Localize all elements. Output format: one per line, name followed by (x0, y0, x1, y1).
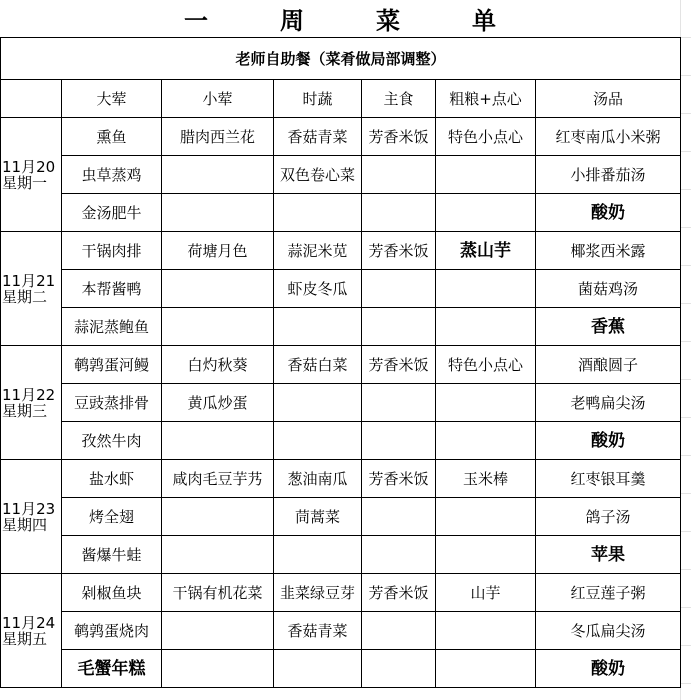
day-date: 11月23 (2, 499, 56, 518)
menu-cell: 香菇青菜 (274, 118, 362, 156)
header-cell: 汤品 (536, 80, 681, 118)
menu-cell: 菌菇鸡汤 (536, 270, 681, 308)
page-title (0, 0, 680, 37)
table-row (1, 118, 681, 156)
menu-cell: 小排番茄汤 (536, 156, 681, 194)
table-row (1, 460, 681, 498)
menu-cell: 山芋 (436, 574, 536, 612)
menu-cell (436, 384, 536, 422)
menu-cell (162, 308, 274, 346)
menu-cell (436, 612, 536, 650)
menu-cell: 咸肉毛豆芋艿 (162, 460, 274, 498)
menu-cell (274, 194, 362, 232)
title-char: 菜 (376, 6, 400, 35)
header-cell: 大荤 (62, 80, 162, 118)
table-row (1, 308, 681, 346)
table-row (1, 650, 681, 688)
table-subtitle: 老师自助餐（菜肴做局部调整） (1, 38, 681, 80)
menu-cell: 芳香米饭 (362, 460, 436, 498)
menu-cell: 熏鱼 (62, 118, 162, 156)
menu-cell (274, 536, 362, 574)
menu-cell (162, 498, 274, 536)
menu-cell: 金汤肥牛 (62, 194, 162, 232)
weekly-menu-table (0, 37, 681, 688)
menu-cell: 玉米棒 (436, 460, 536, 498)
menu-cell (162, 612, 274, 650)
menu-cell (162, 650, 274, 688)
table-row (1, 346, 681, 384)
menu-cell: 孜然牛肉 (62, 422, 162, 460)
table-row (1, 422, 681, 460)
menu-cell: 酸奶 (536, 650, 681, 688)
menu-cell (162, 194, 274, 232)
menu-cell: 蒸山芋 (436, 232, 536, 270)
day-date: 11月22 (2, 385, 56, 404)
table-row (1, 574, 681, 612)
menu-cell (436, 194, 536, 232)
day-label-cell (1, 346, 62, 460)
menu-cell (362, 498, 436, 536)
menu-cell: 毛蟹年糕 (62, 650, 162, 688)
menu-cell (362, 422, 436, 460)
menu-cell (436, 308, 536, 346)
menu-cell: 香蕉 (536, 308, 681, 346)
table-row (1, 232, 681, 270)
menu-cell (436, 422, 536, 460)
menu-cell (162, 536, 274, 574)
menu-cell: 椰浆西米露 (536, 232, 681, 270)
title-char: 周 (280, 6, 304, 35)
header-cell: 粗粮+点心 (436, 80, 536, 118)
header-cell: 小荤 (162, 80, 274, 118)
menu-cell (274, 422, 362, 460)
menu-cell: 苹果 (536, 536, 681, 574)
day-label-cell (1, 574, 62, 688)
menu-cell: 腊肉西兰花 (162, 118, 274, 156)
menu-cell: 豆豉蒸排骨 (62, 384, 162, 422)
menu-cell (362, 536, 436, 574)
menu-cell: 酸奶 (536, 194, 681, 232)
menu-cell: 酱爆牛蛙 (62, 536, 162, 574)
menu-cell: 葱油南瓜 (274, 460, 362, 498)
menu-cell: 干锅有机花菜 (162, 574, 274, 612)
menu-cell: 香菇白菜 (274, 346, 362, 384)
menu-cell: 酒酿圆子 (536, 346, 681, 384)
day-weekday: 星期五 (2, 629, 48, 648)
menu-cell: 芳香米饭 (362, 118, 436, 156)
day-weekday: 星期四 (2, 515, 48, 534)
header-cell: 主食 (362, 80, 436, 118)
spreadsheet-gridlines (680, 0, 691, 700)
day-date: 11月20 (2, 157, 56, 176)
menu-cell (436, 156, 536, 194)
title-char: 一 (184, 6, 208, 35)
menu-cell (274, 308, 362, 346)
menu-cell: 酸奶 (536, 422, 681, 460)
menu-cell: 鹌鹑蛋烧肉 (62, 612, 162, 650)
table-row (1, 156, 681, 194)
title-char: 单 (472, 6, 496, 35)
table-row (1, 194, 681, 232)
menu-cell: 双色卷心菜 (274, 156, 362, 194)
menu-cell: 红枣南瓜小米粥 (536, 118, 681, 156)
menu-cell: 老鸭扁尖汤 (536, 384, 681, 422)
menu-cell: 干锅肉排 (62, 232, 162, 270)
menu-cell: 盐水虾 (62, 460, 162, 498)
menu-cell: 鸽子汤 (536, 498, 681, 536)
menu-cell: 红豆莲子粥 (536, 574, 681, 612)
table-row (1, 612, 681, 650)
menu-cell: 韭菜绿豆芽 (274, 574, 362, 612)
table-row (1, 384, 681, 422)
header-cell: 时蔬 (274, 80, 362, 118)
menu-cell: 虫草蒸鸡 (62, 156, 162, 194)
day-date: 11月21 (2, 271, 56, 290)
menu-cell (362, 194, 436, 232)
menu-cell: 茼蒿菜 (274, 498, 362, 536)
menu-cell: 黄瓜炒蛋 (162, 384, 274, 422)
menu-cell: 本帮酱鸭 (62, 270, 162, 308)
menu-cell (162, 156, 274, 194)
menu-cell: 香菇青菜 (274, 612, 362, 650)
table-row (1, 536, 681, 574)
menu-cell (436, 536, 536, 574)
menu-cell: 红枣银耳羹 (536, 460, 681, 498)
menu-cell: 芳香米饭 (362, 346, 436, 384)
menu-cell (362, 384, 436, 422)
header-row (1, 80, 681, 118)
menu-cell: 剁椒鱼块 (62, 574, 162, 612)
menu-cell: 冬瓜扁尖汤 (536, 612, 681, 650)
menu-cell (436, 650, 536, 688)
menu-cell: 虾皮冬瓜 (274, 270, 362, 308)
day-weekday: 星期一 (2, 173, 48, 192)
day-label-cell (1, 118, 62, 232)
menu-cell: 白灼秋葵 (162, 346, 274, 384)
menu-cell: 芳香米饭 (362, 232, 436, 270)
menu-cell (362, 308, 436, 346)
menu-cell: 蒜泥米苋 (274, 232, 362, 270)
header-corner-cell (1, 80, 62, 118)
menu-cell: 特色小点心 (436, 346, 536, 384)
menu-cell (162, 422, 274, 460)
day-weekday: 星期三 (2, 401, 48, 420)
menu-cell (362, 612, 436, 650)
day-weekday: 星期二 (2, 287, 48, 306)
day-label-cell (1, 460, 62, 574)
table-row (1, 270, 681, 308)
menu-cell: 烤全翅 (62, 498, 162, 536)
menu-cell (436, 270, 536, 308)
menu-cell (362, 156, 436, 194)
day-date: 11月24 (2, 613, 56, 632)
menu-cell: 芳香米饭 (362, 574, 436, 612)
menu-cell (274, 650, 362, 688)
menu-cell: 荷塘月色 (162, 232, 274, 270)
menu-cell: 蒜泥蒸鲍鱼 (62, 308, 162, 346)
menu-cell (162, 270, 274, 308)
day-label-cell (1, 232, 62, 346)
menu-cell (274, 384, 362, 422)
menu-cell: 鹌鹑蛋河鳗 (62, 346, 162, 384)
menu-cell: 特色小点心 (436, 118, 536, 156)
table-row (1, 498, 681, 536)
menu-cell (362, 650, 436, 688)
menu-cell (436, 498, 536, 536)
menu-cell (362, 270, 436, 308)
